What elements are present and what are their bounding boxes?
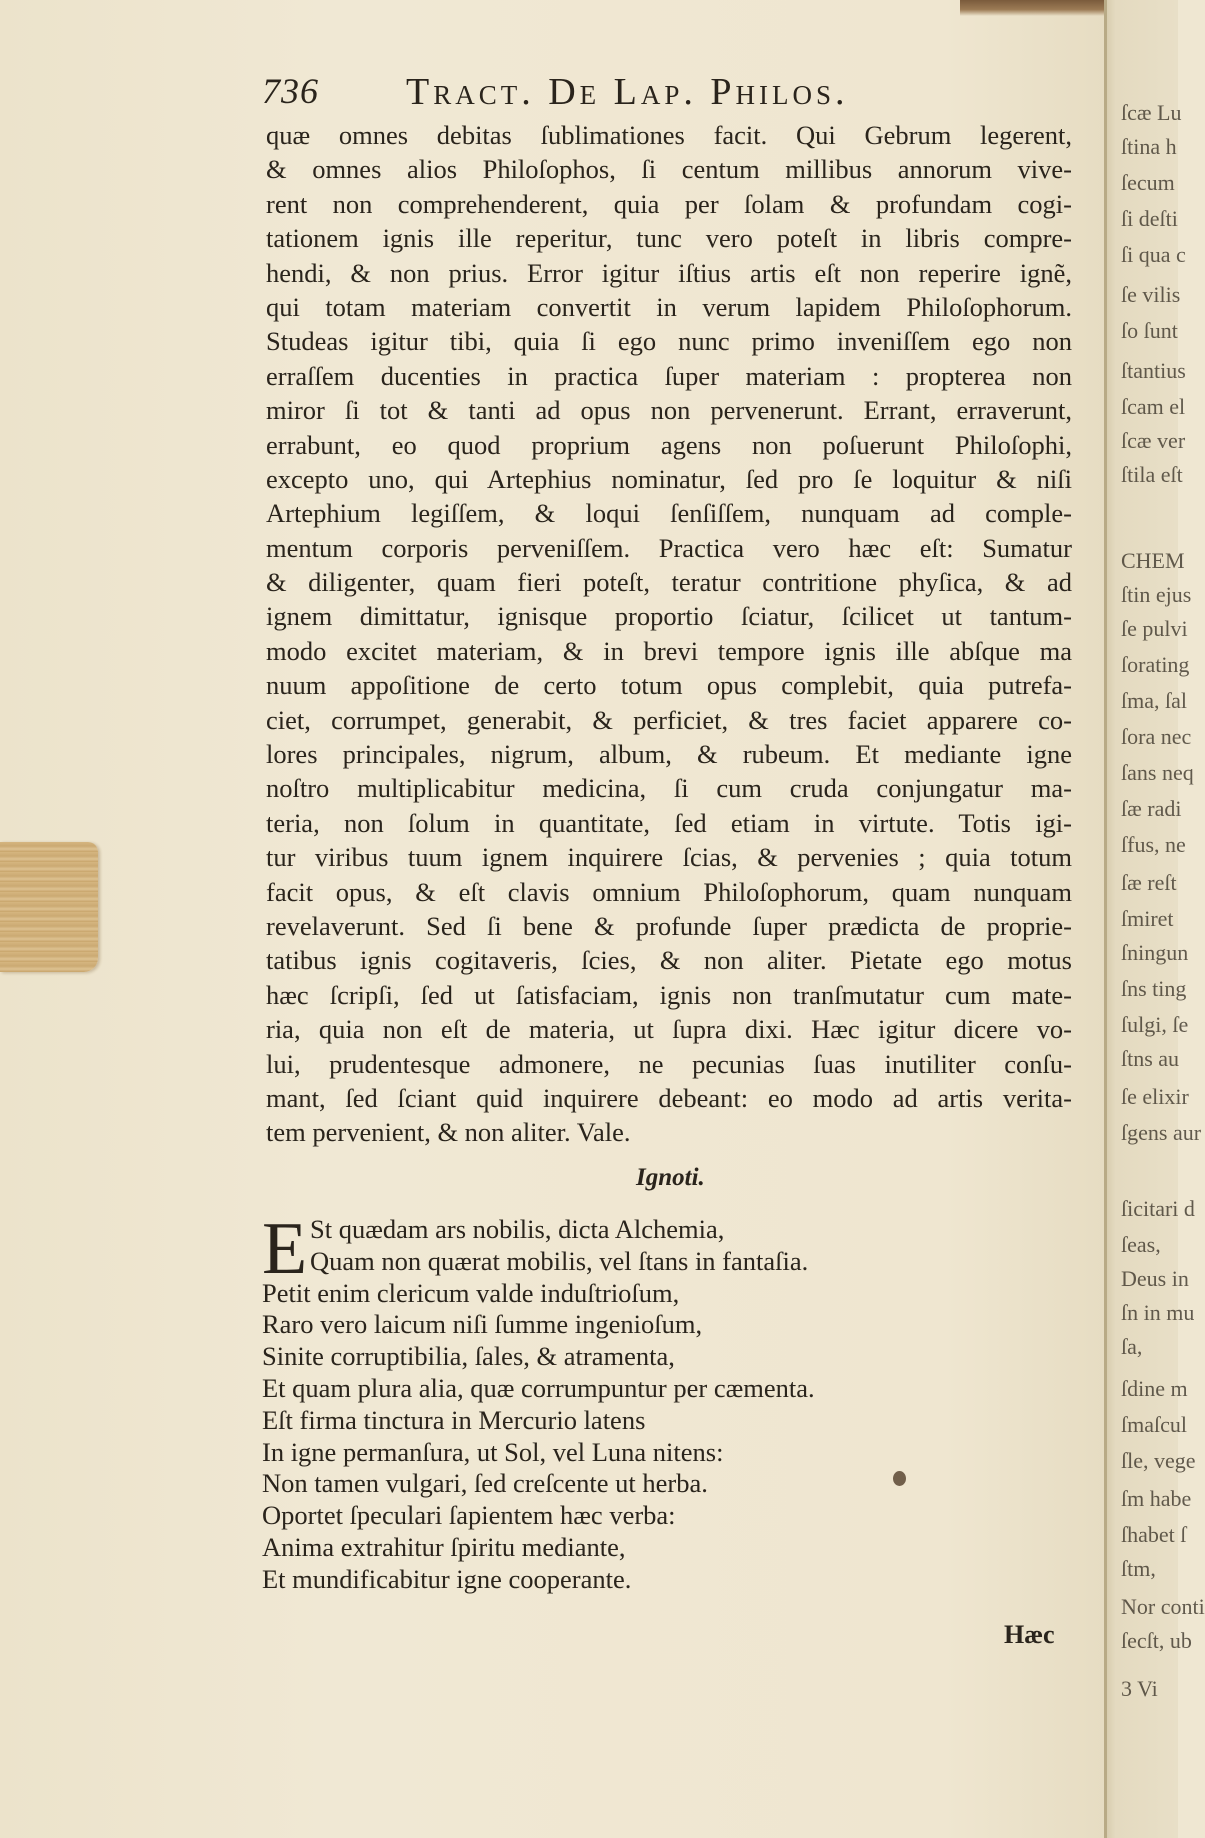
prose-line: & diligenter, quam fieri poteſt, teratur contritione phyſica, & ad <box>266 567 1072 598</box>
prose-line: hæc ſcripſi, ſed ut ſatisfaciam, ignis non tranſmutatur cum mate- <box>266 979 1072 1010</box>
facing-page-fragment: ſmiret <box>1121 906 1174 931</box>
page-header <box>262 70 962 116</box>
prose-line: mant, ſed ſciant quid inquirere debeant: eo modo ad artis verita- <box>266 1082 1072 1113</box>
prose-line: miror ſi tot & tanti ad opus non pervenerunt. Errant, erraverunt, <box>266 395 1072 426</box>
facing-page-fragment: ſorating <box>1121 652 1190 677</box>
facing-page-fragment: ſeas, <box>1121 1232 1161 1257</box>
prose-line: excepto uno, qui Artephius nominatur, ſed pro ſe loquitur & niſi <box>266 463 1072 494</box>
prose-line: ignem dimittatur, ignisque proportio ſciatur, ſcilicet ut tantum- <box>266 601 1072 632</box>
prose-line: Studeas igitur tibi, quia ſi ego nunc primo inveniſſem ego non <box>266 326 1072 357</box>
facing-page-fragment: ſhabet ſ <box>1121 1522 1187 1547</box>
prose-line: hendi, & non prius. Error igitur iſtius artis eſt non reperire ignẽ, <box>266 257 1072 288</box>
verse-line: Et quam plura alia, quæ corrumpuntur per cæmenta. <box>262 1372 815 1403</box>
facing-page-fragment: ſfus, ne <box>1121 832 1186 857</box>
prose-line: rent non comprehenderent, quia per ſolam & profundam cogi- <box>266 188 1072 219</box>
facing-page-fragment: ſcæ Lu <box>1121 100 1182 125</box>
facing-page-fragment: ſicitari d <box>1121 1196 1195 1221</box>
facing-page-fragment: ſe vilis <box>1121 282 1181 307</box>
prose-line: tur viribus tuum ignem inquirere ſcias, & pervenies ; quia totum <box>266 842 1072 873</box>
facing-page-fragment: ſi deſti <box>1121 206 1178 231</box>
paper-repair-patch <box>0 842 98 972</box>
facing-page-fragment: Nor conti <box>1121 1594 1205 1619</box>
facing-page-fragment: ſmaſcul <box>1121 1412 1187 1437</box>
verse-line: Et mundificabitur igne cooperante. <box>262 1563 632 1594</box>
prose-line: nuum appoſitione de certo totum opus complebit, quia putrefa- <box>266 670 1072 701</box>
prose-line: teria, non ſolum in quantitate, ſed etiam in virtute. Totis igi- <box>266 807 1072 838</box>
prose-text-block <box>266 118 1072 1150</box>
prose-line: tem pervenient, & non aliter. Vale. <box>266 1117 631 1148</box>
verse-line: Quam non quærat mobilis, vel ſtans in fantaſia. <box>310 1245 809 1276</box>
facing-page-fragment: ſora nec <box>1121 724 1192 749</box>
facing-page-fragment: ſn in mu <box>1121 1300 1195 1325</box>
verse-line: Petit enim clericum valde induſtrioſum, <box>262 1277 680 1308</box>
prose-line: noſtro multiplicabitur medicina, ſi cum cruda conjungatur ma- <box>266 773 1072 804</box>
facing-page-fragment: ſe elixir <box>1121 1084 1189 1109</box>
facing-page-fragment: ſi qua c <box>1121 242 1186 267</box>
section-title: Ignoti. <box>636 1164 705 1191</box>
facing-page-fragment: ſtila eſt <box>1121 462 1183 487</box>
prose-line: erraſſem ducenties in practica ſuper materiam : propterea non <box>266 360 1072 391</box>
facing-page-fragment: ſgens aur <box>1121 1120 1202 1145</box>
prose-line: lui, prudentesque admonere, ne pecunias ſuas inutiliter conſu- <box>266 1048 1072 1079</box>
prose-line: quæ omnes debitas ſublimationes facit. Qui Gebrum legerent, <box>266 120 1072 150</box>
verse-line: St quædam ars nobilis, dicta Alchemia, <box>310 1214 725 1244</box>
facing-page-fragment: ſæ reſt <box>1121 870 1177 895</box>
verse-line: Non tamen vulgari, ſed creſcente ut herba. <box>262 1468 708 1499</box>
verse-line: Sinite corruptibilia, ſales, & atramenta, <box>262 1341 675 1372</box>
facing-page-fragment: ſle, vege <box>1121 1448 1196 1473</box>
facing-page-edge <box>1104 0 1205 1838</box>
verse-line: Eſt firma tinctura in Mercurio latens <box>262 1404 646 1435</box>
facing-page-fragment: ſdine m <box>1121 1376 1188 1401</box>
prose-line: errabunt, eo quod proprium agens non poſuerunt Philoſophi, <box>266 429 1072 460</box>
verse-line: Anima extrahitur ſpiritu mediante, <box>262 1531 626 1562</box>
verse-block <box>262 1208 962 1596</box>
prose-line: tationem ignis ille reperitur, tunc vero poteſt in libris compre- <box>266 223 1072 254</box>
facing-page-fragment: CHEM <box>1121 548 1185 573</box>
verse-line: Oportet ſpeculari ſapientem hæc verba: <box>262 1500 676 1531</box>
facing-page-fragment: Deus in <box>1121 1266 1189 1291</box>
drop-cap: E <box>262 1208 308 1290</box>
facing-page-fragment: ſo ſunt <box>1121 318 1178 343</box>
prose-line: ciet, corrumpet, generabit, & perficiet, & tres faciet apparere co- <box>266 704 1072 735</box>
prose-line: qui totam materiam convertit in verum lapidem Philoſophorum. <box>266 291 1072 322</box>
facing-page-fragment: ſecum <box>1121 170 1175 195</box>
facing-page-fragment: ſtm, <box>1121 1556 1156 1581</box>
verse-line: In igne permanſura, ut Sol, vel Luna nitens: <box>262 1436 724 1467</box>
verse-line: Raro vero laicum niſi ſumme ingenioſum, <box>262 1309 703 1340</box>
facing-page-fragment: ſm habe <box>1121 1486 1192 1511</box>
prose-line: mentum corporis perveniſſem. Practica vero hæc eſt: Sumatur <box>266 532 1072 563</box>
page-number: 736 <box>262 71 319 111</box>
facing-page-fragment: ſma, ſal <box>1121 688 1187 713</box>
facing-page-fragment: ſa, <box>1121 1334 1143 1359</box>
prose-line: revelaverunt. Sed ſi bene & profunde ſuper prædicta de proprie- <box>266 910 1072 941</box>
prose-line: modo excitet materiam, & in brevi tempore ignis ille abſque ma <box>266 635 1072 666</box>
facing-page-fragment: ſtantius <box>1121 358 1186 383</box>
facing-page-fragment: 3 Vi <box>1121 1676 1158 1701</box>
facing-page-fragment: ſtin ejus <box>1121 582 1192 607</box>
facing-page-fragment: ſns ting <box>1121 976 1187 1001</box>
facing-page-fragment: ſæ radi <box>1121 796 1182 821</box>
ink-blot <box>893 1471 906 1486</box>
facing-page-fragment: ſtns au <box>1121 1046 1180 1071</box>
running-head: Tract. De Lap. Philos. <box>406 71 849 113</box>
facing-page-fragment: ſulgi, ſe <box>1121 1012 1189 1037</box>
facing-page-fragment: ſtina h <box>1121 134 1177 159</box>
prose-line: lores principales, nigrum, album, & rubeum. Et mediante igne <box>266 739 1072 770</box>
facing-page-fragment: ſans neq <box>1121 760 1194 785</box>
facing-page-fragment: ſe pulvi <box>1121 616 1188 641</box>
facing-page-fragment: ſecſt, ub <box>1121 1628 1192 1653</box>
prose-line: & omnes alios Philoſophos, ſi centum millibus annorum vive- <box>266 154 1072 185</box>
facing-page-fragment: ſcæ ver <box>1121 428 1186 453</box>
prose-line: ria, quia non eſt de materia, ut ſupra dixi. Hæc igitur dicere vo- <box>266 1014 1072 1045</box>
prose-line: Artephium legiſſem, & loqui ſenſiſſem, nunquam ad comple- <box>266 498 1072 529</box>
facing-page-fragment: ſcam el <box>1121 394 1186 419</box>
prose-line: tatibus ignis cogitaveris, ſcies, & non aliter. Pietate ego motus <box>266 945 1072 976</box>
facing-page-fragment: ſningun <box>1121 940 1189 965</box>
prose-line: facit opus, & eſt clavis omnium Philoſophorum, quam nunquam <box>266 876 1072 907</box>
catchword: Hæc <box>1004 1620 1055 1649</box>
